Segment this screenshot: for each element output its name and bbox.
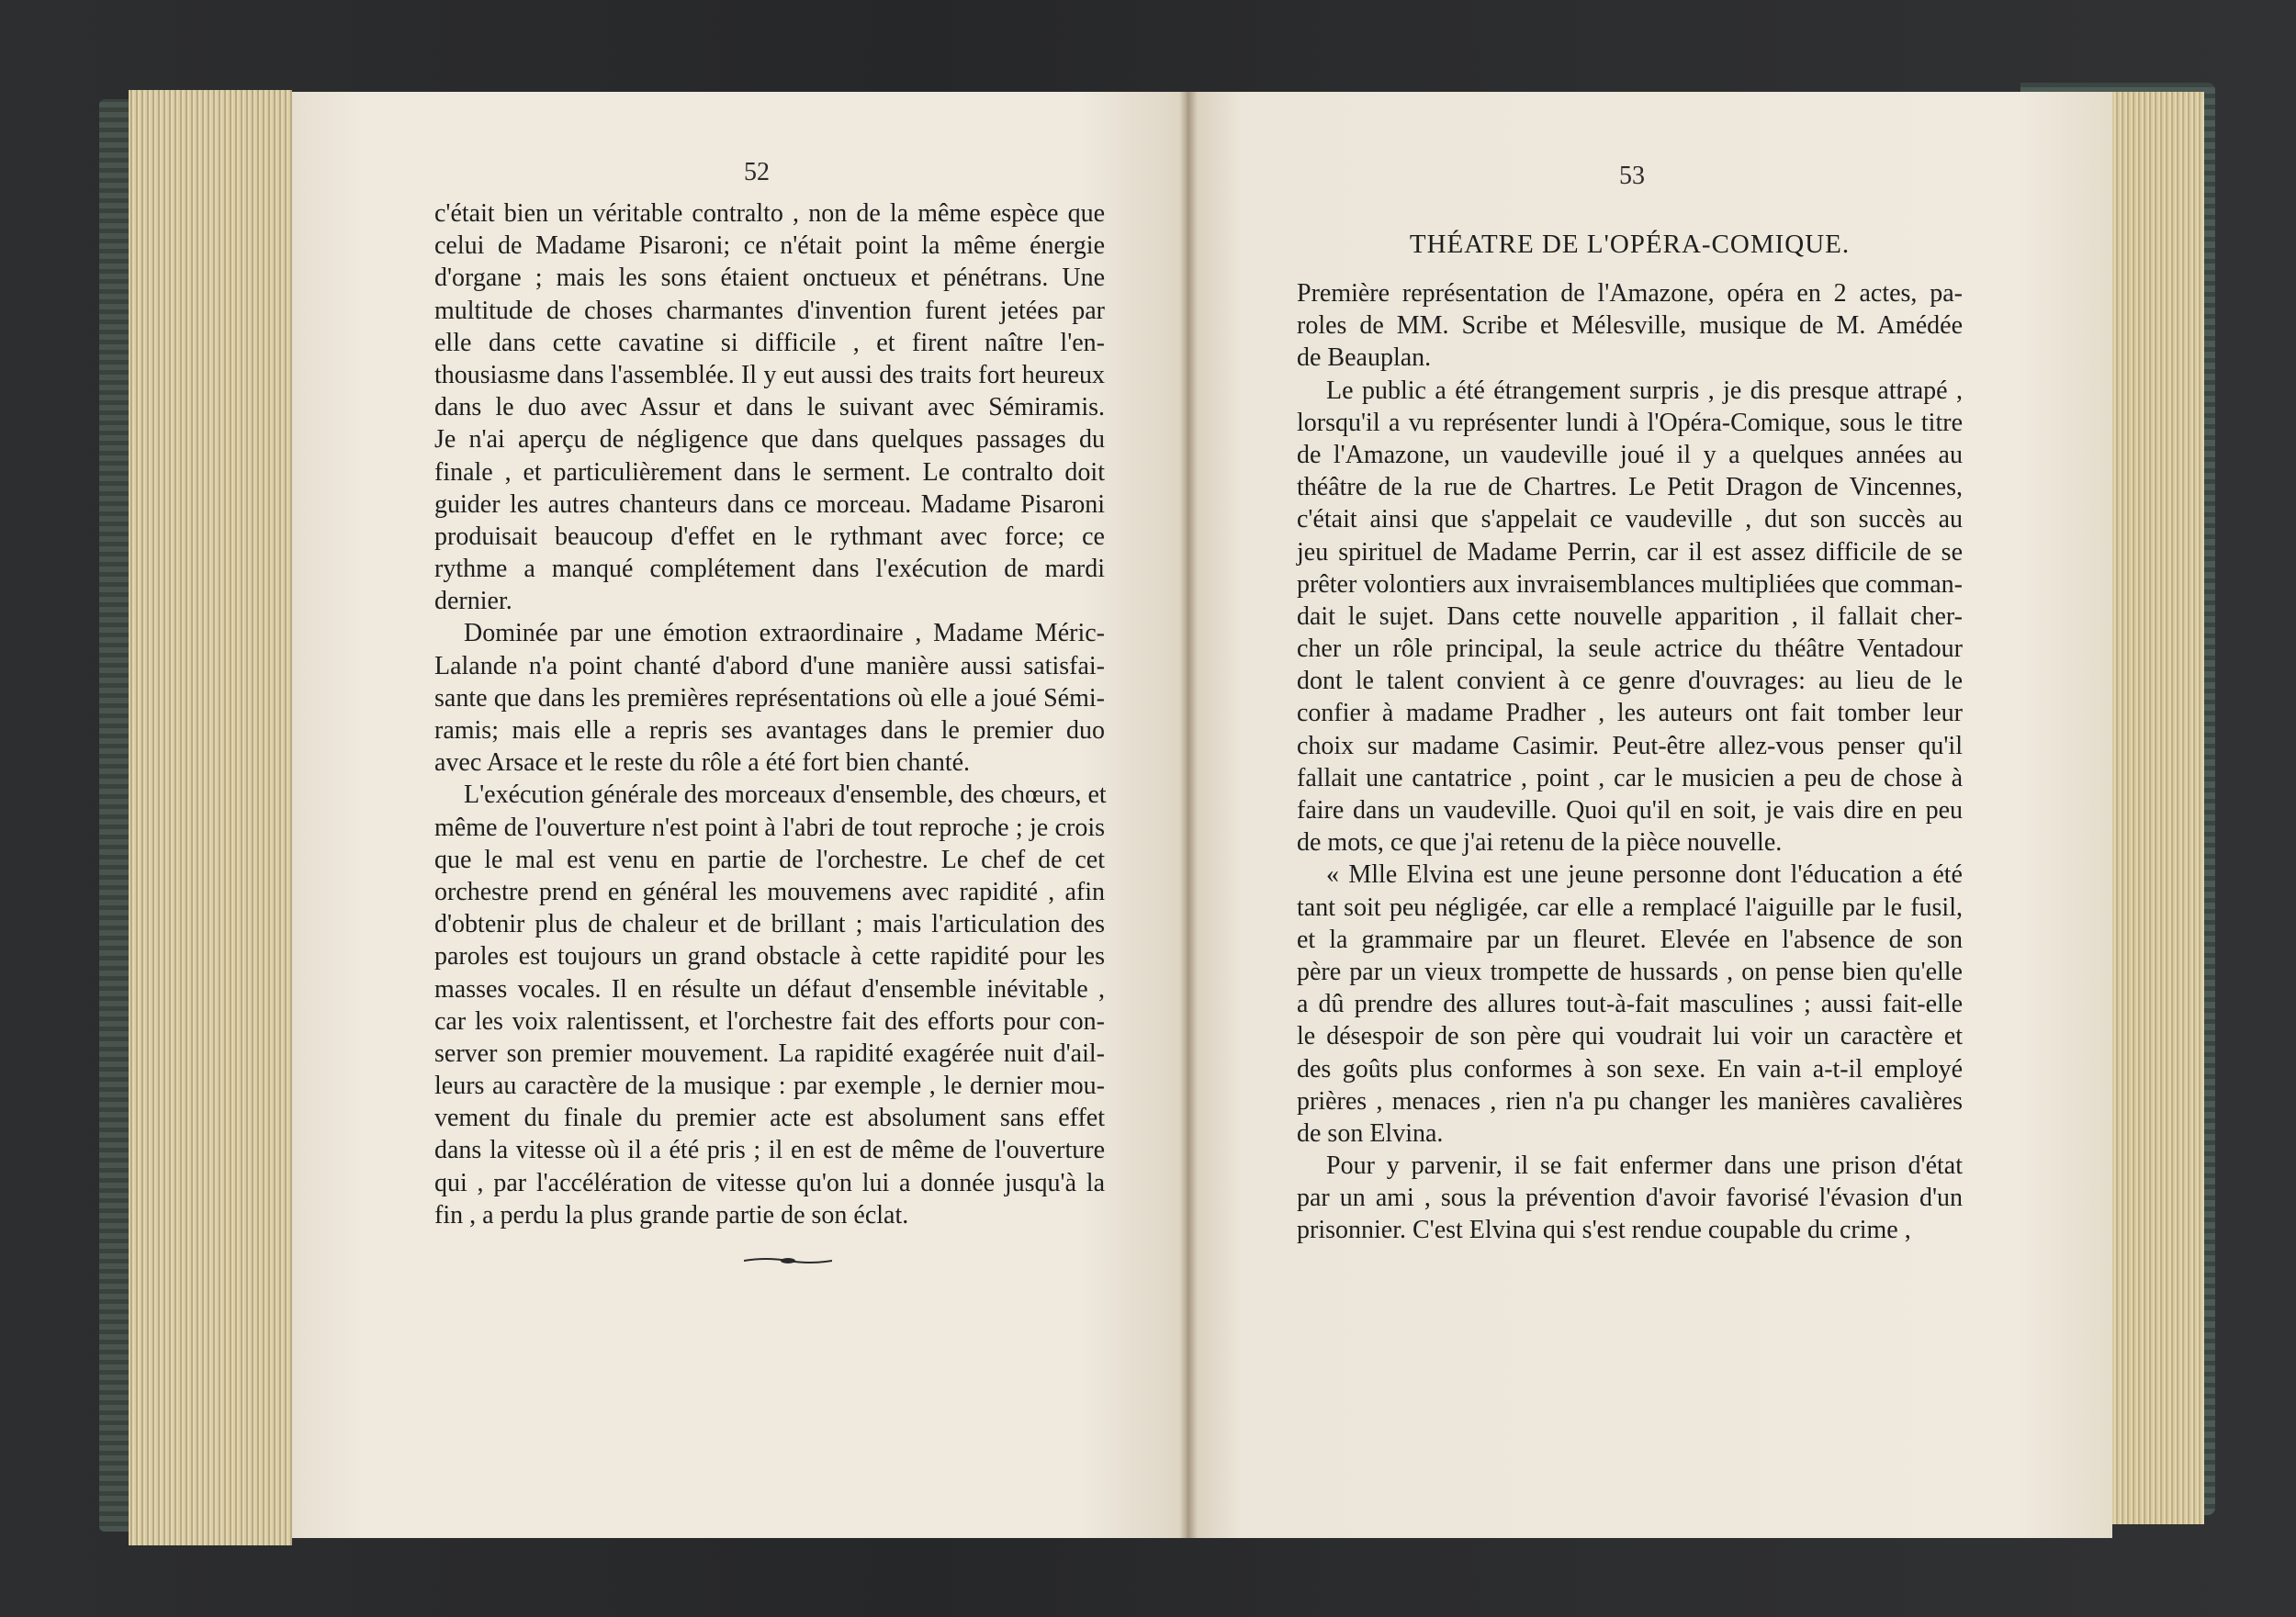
right-page-text (1297, 277, 1963, 1247)
text-line: dans la vitesse où il a été pris ; il en est de même de l'ouverture (434, 1136, 1105, 1165)
text-line: que le mal est venu en partie de l'orchestre. Le chef de cet (434, 845, 1105, 874)
section-heading: THÉATRE DE L'OPÉRA-COMIQUE. (1409, 230, 1851, 259)
text-line: celui de Madame Pisaroni; ce n'était point la même énergie (434, 231, 1105, 261)
text-line: prières , menaces , rien n'a pu changer les manières cavalières (1297, 1086, 1963, 1116)
text-line: qui , par l'accélération de vitesse qu'on lui a donnée jusqu'à la (434, 1168, 1105, 1197)
text-line: guider les autres chanteurs dans ce morceau. Madame Pisaroni (434, 489, 1105, 519)
text-line: finale , et particulièrement dans le serment. Le contralto doit (434, 457, 1105, 487)
text-line: tant soit peu négligée, car elle a remplacé l'aiguille par le fusil, (1297, 893, 1963, 922)
text-line: de mots, ce que j'ai retenu de la pièce nouvelle. (1297, 828, 1783, 858)
text-line: car les voix ralentissent, et l'orchestre fait des efforts pour con- (434, 1006, 1105, 1036)
text-line: lorsqu'il a vu représenter lundi à l'Opéra-Comique, sous le titre (1297, 408, 1963, 437)
text-line: a dû prendre des allures tout-à-fait masculines ; aussi fait-elle (1297, 990, 1963, 1019)
text-line: thousiasme dans l'assemblée. Il y eut aussi des traits fort heureux (434, 360, 1105, 389)
text-line: prisonnier. C'est Elvina qui s'est rendue coupable du crime , (1297, 1216, 1911, 1245)
text-line: roles de MM. Scribe et Mélesville, musique de M. Amédée (1297, 311, 1963, 341)
text-line: Dominée par une émotion extraordinaire , Madame Méric- (464, 619, 1105, 648)
text-line: par un ami , sous la prévention d'avoir favorisé l'évasion d'un (1297, 1184, 1963, 1213)
book-gutter (1179, 92, 1198, 1538)
text-line: leurs au caractère de la musique : par exemple , le dernier mou- (434, 1072, 1105, 1101)
text-line: et la grammaire par un fleuret. Elevée en l'absence de son (1297, 925, 1963, 954)
text-line: dait le sujet. Dans cette nouvelle apparition , il fallait cher- (1297, 601, 1963, 631)
end-ornament (744, 1256, 832, 1265)
text-line: Lalande n'a point chanté d'abord d'une manière aussi satisfai- (434, 651, 1105, 680)
left-page-number: 52 (744, 158, 770, 186)
text-line: Le public a été étrangement surpris , je dis presque attrapé , (1326, 376, 1963, 405)
text-line: ramis; mais elle a repris ses avantages dans le premier duo (434, 716, 1105, 745)
text-line: même de l'ouverture n'est point à l'abri de tout reproche ; je crois (434, 813, 1105, 842)
text-line: de l'Amazone, un vaudeville joué il y a quelques années au (1297, 440, 1963, 469)
text-line: L'exécution générale des morceaux d'ensemble, des chœurs, et (464, 780, 1107, 810)
text-line: de Beauplan. (1297, 343, 1432, 373)
text-line: « Mlle Elvina est une jeune personne dont l'éducation a été (1326, 860, 1963, 890)
text-line: jeu spirituel de Madame Perrin, car il est assez difficile de se (1297, 537, 1963, 567)
text-line: dans le duo avec Assur et dans le suivant avec Sémiramis. (434, 393, 1105, 422)
text-line: c'était bien un véritable contralto , non de la même espèce que (434, 199, 1105, 228)
text-line: Je n'ai aperçu de négligence que dans quelques passages du (434, 425, 1105, 455)
text-line: dernier. (434, 587, 512, 616)
text-line: server son premier mouvement. La rapidité exagérée nuit d'ail- (434, 1039, 1105, 1068)
left-page-text (434, 197, 1105, 1231)
text-line: Pour y parvenir, il se fait enfermer dans une prison d'état (1326, 1151, 1963, 1181)
text-line: paroles est toujours un grand obstacle à cette rapidité pour les (434, 942, 1105, 971)
text-line: choix sur madame Casimir. Peut-être allez-vous penser qu'il (1297, 731, 1963, 760)
text-line: sante que dans les premières représentations où elle a joué Sémi- (434, 683, 1105, 713)
text-line: fallait une cantatrice , point , car le musicien a peu de chose à (1297, 763, 1963, 792)
text-line: rythme a manqué complétement dans l'exécution de mardi (434, 555, 1105, 584)
text-line: produisait beaucoup d'effet en le rythmant avec force; ce (434, 522, 1105, 551)
text-line: d'obtenir plus de chaleur et de brillant ; mais l'articulation des (434, 910, 1105, 939)
text-line: fin , a perdu la plus grande partie de son éclat. (434, 1200, 909, 1230)
text-line: faire dans un vaudeville. Quoi qu'il en soit, je vais dire en peu (1297, 796, 1963, 825)
text-line: dont le talent convient à ce genre d'ouvrages: au lieu de le (1297, 667, 1963, 696)
text-line: de son Elvina. (1297, 1118, 1444, 1148)
text-line: vement du finale du premier acte est absolument sans effet (434, 1104, 1105, 1133)
text-line: c'était ainsi que s'appelait ce vaudeville , dut son succès au (1297, 505, 1963, 534)
page-edges-right (2103, 92, 2204, 1524)
text-line: elle dans cette cavatine si difficile , et firent naître l'en- (434, 328, 1105, 357)
text-line: d'organe ; mais les sons étaient onctueux et pénétrans. Une (434, 264, 1105, 293)
text-line: théâtre de la rue de Chartres. Le Petit Dragon de Vincennes, (1297, 473, 1963, 502)
text-line: des goûts plus conformes à son sexe. En vain a-t-il employé (1297, 1054, 1963, 1084)
text-line: avec Arsace et le reste du rôle a été fort bien chanté. (434, 748, 971, 778)
text-line: cher un rôle principal, la seule actrice du théâtre Ventadour (1297, 634, 1963, 664)
text-line: le désespoir de son père qui voudrait lui voir un caractère et (1297, 1022, 1963, 1051)
text-line: masses vocales. Il en résulte un défaut d'ensemble inévitable , (434, 974, 1105, 1004)
text-line: Première représentation de l'Amazone, opéra en 2 actes, pa- (1297, 279, 1963, 308)
text-line: prêter volontiers aux invraisemblances multipliées que comman- (1297, 569, 1963, 599)
right-page-number: 53 (1619, 162, 1645, 190)
text-line: confier à madame Pradher , les auteurs ont fait tomber leur (1297, 699, 1963, 728)
text-line: père par un vieux trompette de hussards , on pense bien qu'elle (1297, 957, 1963, 986)
page-edges-left (129, 90, 292, 1545)
text-line: multitude de choses charmantes d'invention furent jetées par (434, 296, 1105, 325)
text-line: orchestre prend en général les mouvemens avec rapidité , afin (434, 877, 1105, 906)
